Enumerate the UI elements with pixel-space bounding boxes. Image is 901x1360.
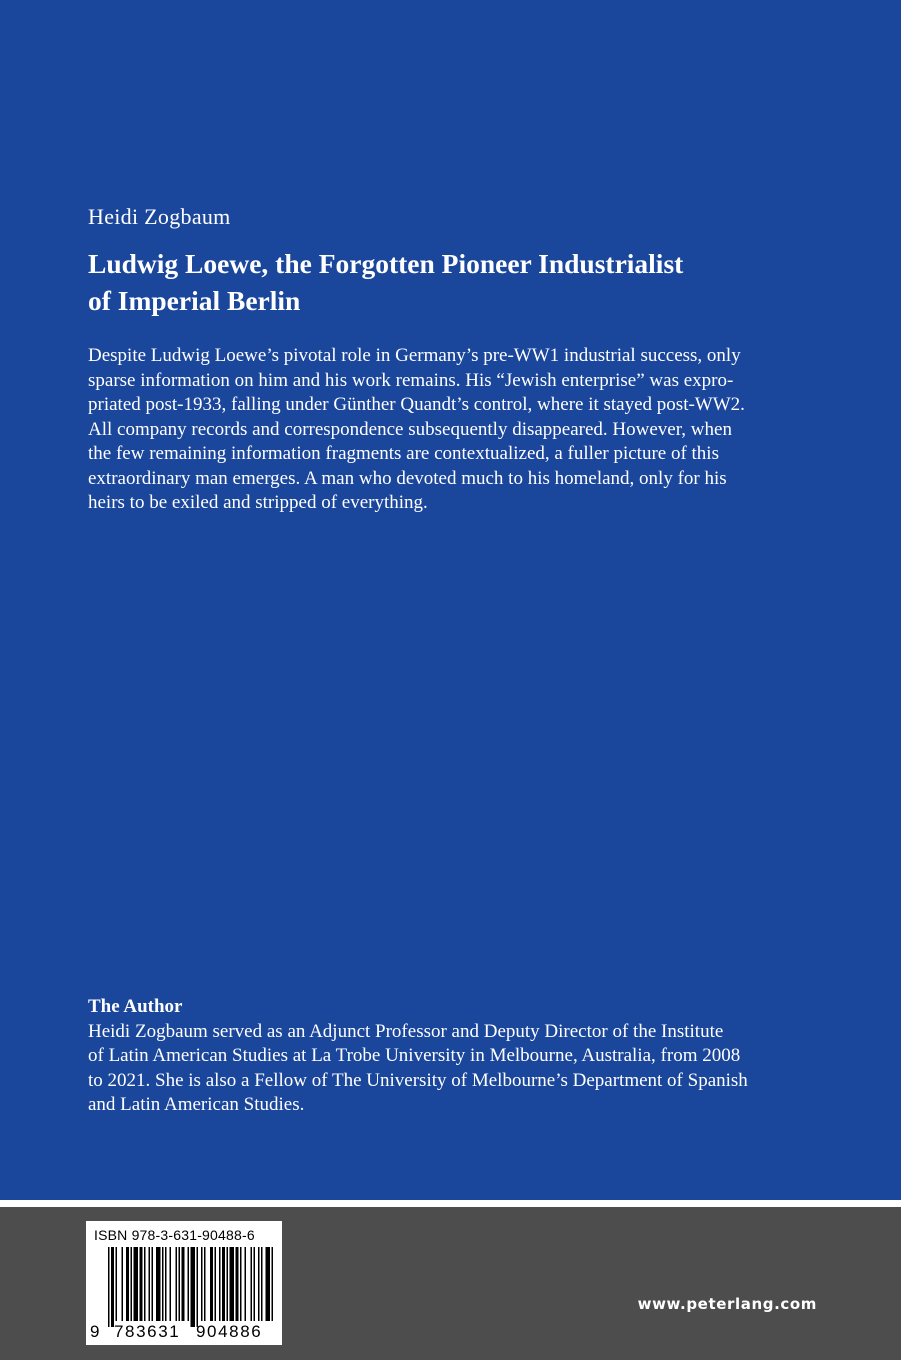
barcode-bar <box>272 1247 274 1321</box>
barcode-bar <box>134 1247 139 1321</box>
barcode-bar <box>197 1247 199 1327</box>
blurb-line: the few remaining information fragments are contextualized, a fuller picture of this <box>88 443 719 464</box>
barcode-bar <box>236 1247 239 1321</box>
barcode-bar <box>149 1247 151 1321</box>
blurb-line: extraordinary man emerges. A man who devoted much to his homeland, only for his <box>88 467 727 489</box>
bio-line: to 2021. She is also a Fellow of The University of Melbourne’s Department of Spanish <box>88 1069 748 1091</box>
barcode-bar <box>254 1247 256 1321</box>
book-title <box>88 245 828 319</box>
barcode-bar <box>245 1247 247 1321</box>
barcode-bar <box>210 1247 213 1321</box>
blurb-line: Despite Ludwig Loewe’s pivotal role in Germany’s pre-WW1 industrial success, only <box>88 345 741 366</box>
book-blurb <box>88 344 828 516</box>
divider-rule <box>0 1200 901 1207</box>
barcode-bar <box>116 1247 118 1321</box>
barcode-bar <box>222 1247 225 1321</box>
barcode-bar <box>230 1247 235 1321</box>
barcode-bar <box>131 1247 133 1321</box>
author-bio <box>88 1020 828 1118</box>
barcode-bar <box>152 1247 154 1321</box>
barcode-bar <box>215 1247 217 1321</box>
barcode-bar <box>111 1247 114 1327</box>
barcode-bar <box>201 1247 203 1321</box>
barcode-bar <box>266 1247 271 1321</box>
barcode-bar <box>165 1247 167 1321</box>
barcode-bar <box>108 1247 110 1327</box>
publisher-website: www.peterlang.com <box>637 1295 817 1313</box>
barcode-bar <box>219 1247 221 1321</box>
barcode-left-digits: 783631 <box>114 1322 181 1341</box>
barcode-bar <box>140 1247 143 1321</box>
barcode-bar <box>144 1247 146 1321</box>
barcode-bar <box>261 1247 263 1321</box>
barcode-bar <box>170 1247 172 1321</box>
blurb-line: sparse information on him and his work remains. His “Jewish enterprise” was expro- <box>88 369 734 391</box>
blurb-line: All company records and correspondence subsequently disappeared. However, when <box>88 418 732 440</box>
barcode-lead-digit: 9 <box>90 1322 100 1341</box>
barcode-bar <box>188 1247 190 1321</box>
blurb-line: heirs to be exiled and stripped of everything. <box>88 492 428 513</box>
barcode-bar <box>176 1247 178 1321</box>
isbn-barcode <box>86 1221 282 1345</box>
blurb-line: priated post-1933, falling under Günther Quandt’s control, where it stayed post-WW2. <box>88 394 745 415</box>
bio-line: of Latin American Studies at La Trobe University in Melbourne, Australia, from 2008 <box>88 1045 741 1066</box>
barcode-bar <box>251 1247 253 1321</box>
bio-line: and Latin American Studies. <box>88 1094 305 1115</box>
barcode-bar <box>191 1247 196 1327</box>
about-author-section <box>88 995 828 1118</box>
author-name: Heidi Zogbaum <box>88 204 231 229</box>
barcode-right-digits: 904886 <box>196 1322 263 1341</box>
barcode-bar <box>179 1247 181 1321</box>
barcode-bar <box>126 1247 129 1321</box>
title-line: Ludwig Loewe, the Forgotten Pioneer Industrialist <box>88 248 684 279</box>
barcode-bar <box>227 1247 229 1321</box>
isbn-label: ISBN 978-3-631-90488-6 <box>94 1227 255 1243</box>
barcode-bar <box>162 1247 164 1321</box>
barcode-bar <box>240 1247 242 1321</box>
about-author-heading: The Author <box>88 996 183 1017</box>
bio-line: Heidi Zogbaum served as an Adjunct Professor and Deputy Director of the Institute <box>88 1020 724 1042</box>
barcode-bar <box>204 1247 206 1321</box>
barcode-bar <box>182 1247 185 1321</box>
title-line: of Imperial Berlin <box>88 285 301 316</box>
barcode-bar <box>156 1247 161 1321</box>
barcode-bar <box>122 1247 124 1321</box>
barcode-bar <box>258 1247 260 1321</box>
